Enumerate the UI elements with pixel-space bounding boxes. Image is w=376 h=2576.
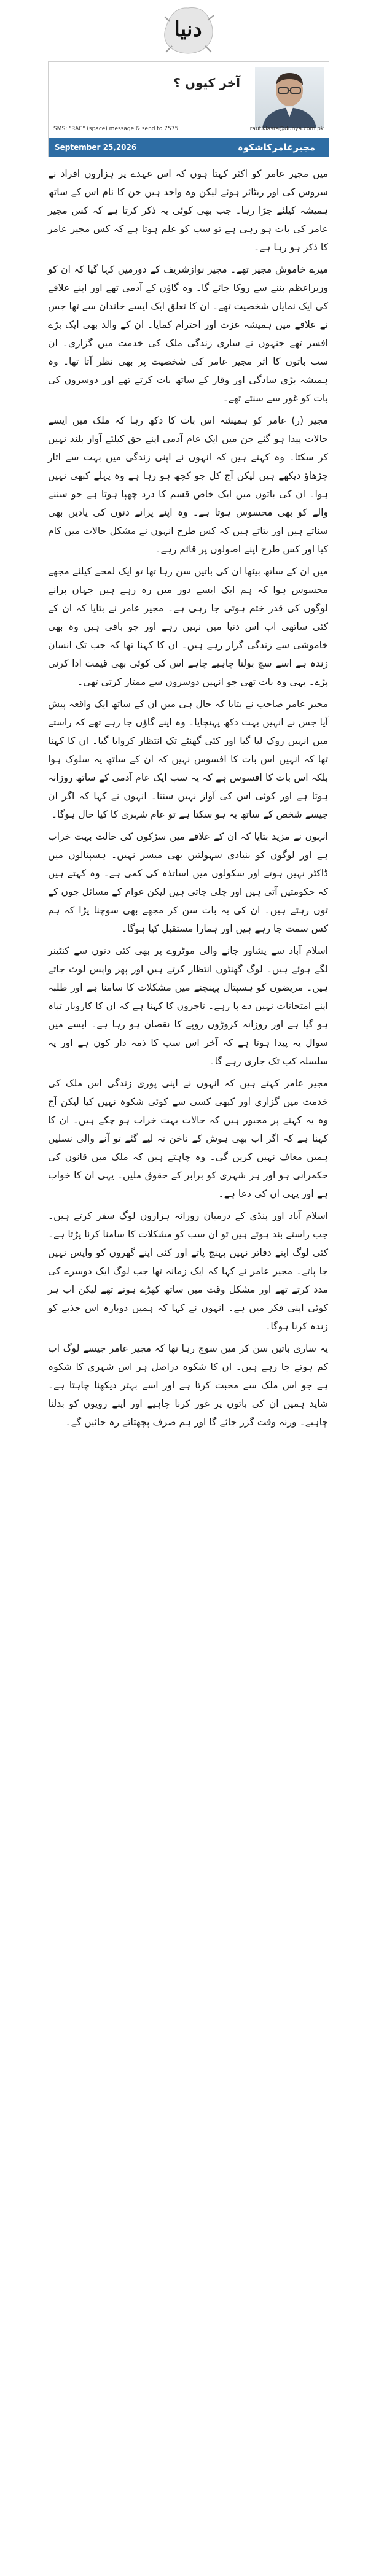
masthead (0, 0, 376, 59)
article-paragraph: یہ ساری باتیں سن کر میں سوچ رہا تھا کہ مجیر عامر جیسے لوگ اب کم ہوتے جا رہے ہیں۔ ان کا شکوہ دراصل ہر اس شہری کا شکوہ ہے جو اس ملک سے محبت کرتا ہے اور اسے بہتر دیکھنا چاہتا ہے۔ شاید ہمیں ان کی باتوں پر غور کرنا چاہیے اور اپنے رویوں کو بدلنا چاہیے۔ ورنہ وقت گزر جائے گا اور ہم صرف پچھتاتے رہ جائیں گے۔ (48, 1343, 328, 1428)
article-paragraph: میں مجیر عامر کو اکثر کہتا ہوں کہ اس عہدے پر ہزاروں افراد نے سروس کی اور ریٹائر ہوئے لیکن وہ واحد ہیں جن کا نام اس کے ساتھ ہمیشہ کیلئے جڑا رہا۔ جب بھی کوئی یہ ذکر کرتا ہے کہ کس مجیر عامر کی بات ہو رہی ہے تو سب کو علم ہوتا ہے کہ کس مجیر عامر کا ذکر ہو رہا ہے۔ (48, 168, 328, 253)
article-paragraph: میں ان کے ساتھ بیٹھا ان کی باتیں سن رہا تھا تو ایک لمحے کیلئے مجھے محسوس ہوا کہ ہم ایک ایسے دور میں رہ رہے ہیں جہاں پرانے لوگوں کی قدر ختم ہوتی جا رہی ہے۔ مجیر عامر نے بتایا کہ ان کے کئی ساتھی اب اس دنیا میں نہیں رہے اور جو باقی ہیں وہ بھی خاموشی سے زندگی گزار رہے ہیں۔ ان کا کہنا تھا کہ جب تک انسان زندہ ہے اسے سچ بولنا چاہیے چاہے اس کی کوئی بھی قیمت ادا کرنی پڑے۔ یہی وہ بات تھی جو انہیں دوسروں سے ممتاز کرتی تھی۔ (48, 566, 328, 687)
article-body (48, 164, 328, 1435)
column-name: آخر کیوں ؟ (173, 75, 240, 90)
sms-contact: SMS: "RAC" (space) message & send to 7575 (53, 126, 179, 132)
article-paragraph: اسلام آباد سے پشاور جانے والی موٹروے پر بھی کئی دنوں سے کنٹینر لگے ہوئے ہیں۔ لوگ گھنٹوں انتظار کرتے ہیں اور پھر واپس لوٹ جاتے ہیں۔ مریضوں کو ہسپتال پہنچنے میں مشکلات کا سامنا ہے اور طلبہ اپنے امتحانات نہیں دے پا رہے۔ تاجروں کا کہنا ہے کہ ان کا کاروبار تباہ ہو گیا ہے اور روزانہ کروڑوں روپے کا نقصان ہو رہا ہے۔ ایسے میں سوال یہ پیدا ہوتا ہے کہ آخر اس سب کا ذمہ دار کون ہے اور یہ سلسلہ کب تک جاری رہے گا۔ (48, 945, 328, 1067)
column-header (48, 61, 329, 157)
email-contact: rauf.klasra@dunya.com.pk (249, 126, 324, 132)
article-paragraph: مجیر عامر صاحب نے بتایا کہ حال ہی میں ان کے ساتھ ایک واقعہ پیش آیا جس نے انہیں بہت دکھ پہنچایا۔ وہ اپنے گاؤں جا رہے تھے کہ راستے میں انہیں روک لیا گیا اور کئی گھنٹے تک انتظار کروایا گیا۔ ان کا کہنا تھا کہ انہیں اس بات کا افسوس نہیں کہ ان کے ساتھ یہ سلوک ہوا بلکہ اس بات کا افسوس ہے کہ یہ سب ایک عام آدمی کے ساتھ روزانہ ہوتا ہے اور کوئی اس کی آواز نہیں سنتا۔ انہوں نے کہا کہ اگر ان جیسے شخص کے ساتھ یہ ہو سکتا ہے تو عام شہری کا کیا حال ہوگا۔ (48, 698, 328, 820)
article-paragraph: انہوں نے مزید بتایا کہ ان کے علاقے میں سڑکوں کی حالت بہت خراب ہے اور لوگوں کو بنیادی سہولتیں بھی میسر نہیں۔ ہسپتالوں میں ڈاکٹر نہیں ہوتے اور سکولوں میں اساتذہ کی کمی ہے۔ وہ کہتے ہیں کہ حکومتیں آتی ہیں اور چلی جاتی ہیں لیکن عوام کے مسائل جوں کے توں رہتے ہیں۔ ان کی یہ بات سن کر مجھے بھی سوچنا پڑا کہ ہم کس سمت جا رہے ہیں اور ہمارا مستقبل کیا ہوگا۔ (48, 831, 328, 934)
contact-row (53, 126, 324, 132)
article-title: مجیرعامرکاشکوہ (237, 142, 315, 153)
column-bar (49, 138, 329, 157)
newspaper-logo (160, 3, 216, 56)
article-paragraph: مجیر عامر کہتے ہیں کہ انہوں نے اپنی پوری زندگی اس ملک کی خدمت میں گزاری اور کبھی کسی سے کوئی شکوہ نہیں کیا لیکن آج وہ یہ کہنے پر مجبور ہیں کہ حالات بہت خراب ہو چکے ہیں۔ ان کا کہنا ہے کہ اگر اب بھی ہوش کے ناخن نہ لیے گئے تو آنے والی نسلیں ہمیں معاف نہیں کریں گی۔ وہ چاہتے ہیں کہ ملک میں قانون کی حکمرانی ہو اور ہر شہری کو برابر کے حقوق ملیں۔ یہی ان کا خواب ہے اور یہی ان کی دعا ہے۔ (48, 1078, 328, 1199)
article-paragraph: مجیر (ر) عامر کو ہمیشہ اس بات کا دکھ رہا کہ ملک میں ایسے حالات پیدا ہو گئے جن میں ایک عام آدمی اپنے حق کیلئے آواز بلند نہیں کر سکتا۔ وہ کہتے ہیں کہ انہوں نے اپنی زندگی میں بہت سے اتار چڑھاؤ دیکھے ہیں لیکن آج کل جو کچھ ہو رہا ہے وہ پہلے کبھی نہیں ہوا۔ ان کی باتوں میں ایک خاص قسم کا درد چھپا ہوتا ہے جو سننے والے کو بھی محسوس ہوتا ہے۔ وہ اپنے پرانے دنوں کی یادیں بھی سناتے ہیں اور بتاتے ہیں کہ کس طرح انہوں نے مشکل حالات میں کام کیا اور کس طرح اپنے اصولوں پر قائم رہے۔ (48, 415, 328, 555)
article-paragraph: اسلام آباد اور پنڈی کے درمیان روزانہ ہزاروں لوگ سفر کرتے ہیں۔ جب راستے بند ہوتے ہیں تو ان سب کو مشکلات کا سامنا کرنا پڑتا ہے۔ کئی لوگ اپنے دفاتر نہیں پہنچ پاتے اور کئی اپنے گھروں کو واپس نہیں جا پاتے۔ مجیر عامر نے کہا کہ ایک زمانہ تھا جب لوگ ایک دوسرے کی مدد کرتے تھے اور مشکل وقت میں ساتھ کھڑے ہوتے تھے لیکن اب ہر کوئی اپنی فکر میں ہے۔ انہوں نے کہا کہ ہمیں دوبارہ اس جذبے کو زندہ کرنا ہوگا۔ (48, 1210, 328, 1332)
article-paragraph: میرے خاموش مجیر تھے۔ مجیر نوازشریف کے دورمیں کہا گیا کہ ان کو وزیراعظم بننے سے روکا جائے گا۔ وہ گاؤں کے آدمی تھے اور اپنے علاقے کی ایک نمایاں شخصیت تھے۔ ان کا تعلق ایک ایسے خاندان سے تھا جس نے علاقے میں ہمیشہ عزت اور احترام کمایا۔ ان کے والد بھی ایک بڑے افسر تھے جنہوں نے ساری زندگی ملک کی خدمت میں گزاری۔ ان سب باتوں کا اثر مجیر عامر کی شخصیت پر بھی نظر آتا تھا۔ وہ ہمیشہ بڑی سادگی اور وقار کے ساتھ بات کرتے تھے اور دوسروں کی بات کو غور سے سنتے تھے۔ (48, 264, 328, 404)
logo-text: دنیا (174, 17, 202, 42)
author-photo (255, 67, 324, 128)
publish-date: September 25,2026 (55, 143, 137, 152)
author-portrait-icon (255, 67, 324, 128)
